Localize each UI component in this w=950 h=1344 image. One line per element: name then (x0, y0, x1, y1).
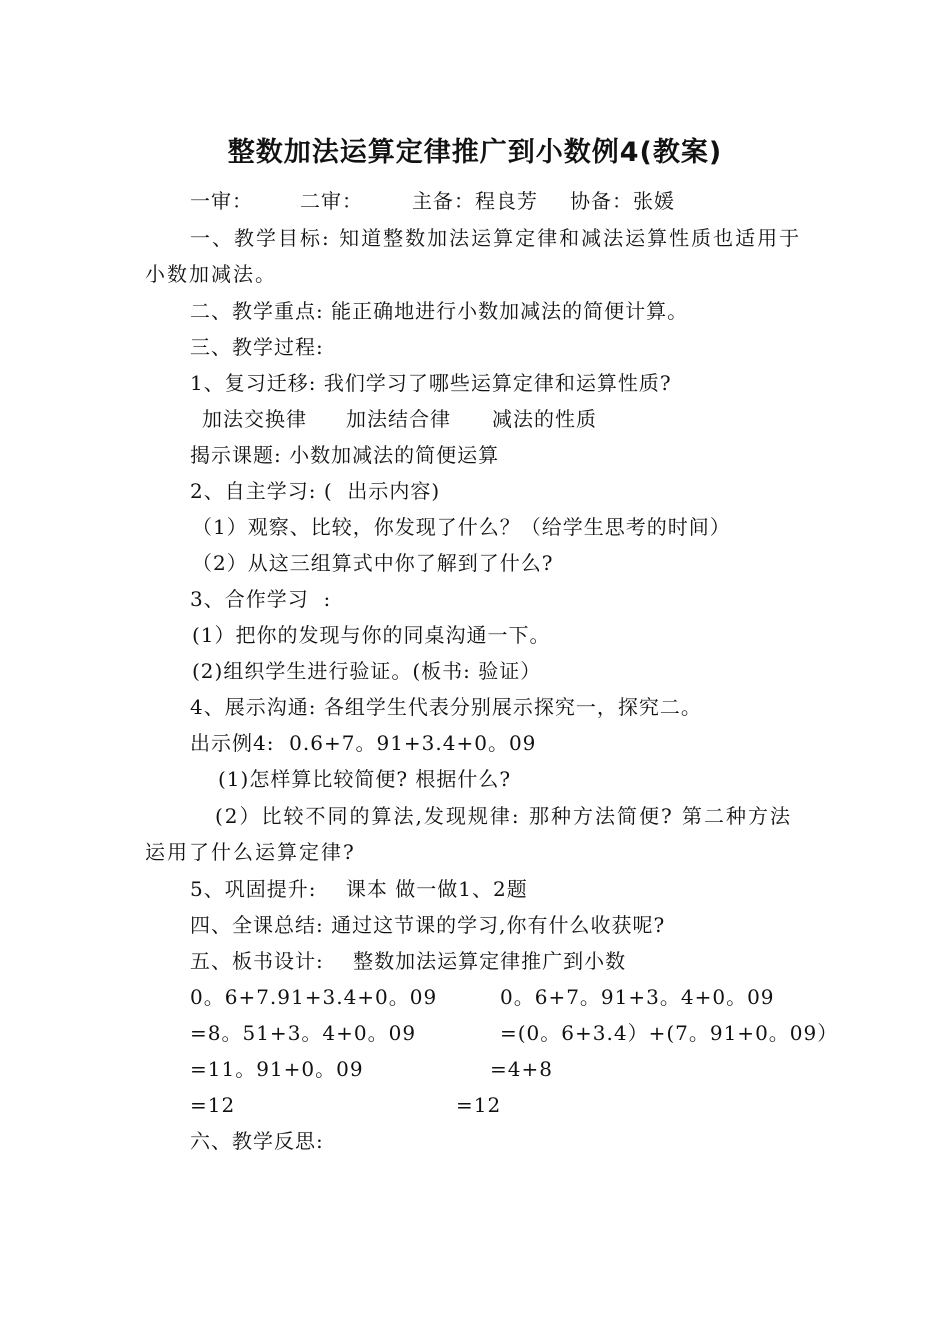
lesson-summary: 四、全课总结: 通过这节课的学习,你有什么收获呢? (190, 913, 666, 937)
document-title: 整数加法运算定律推广到小数例4(教案) (227, 137, 723, 168)
example-question-2: (2）比较不同的算法,发现规律: 那种方法简便? 第二种方法运用了什么运算定律? (145, 804, 793, 864)
calc-left-line: =8。51+3。4+0。09 (190, 1021, 417, 1045)
step-self-study: 2、自主学习: ( 出示内容) (190, 479, 441, 503)
board-design: 五、板书设计: 整数加法运算定律推广到小数 (190, 949, 627, 973)
calc-right-line: 0。6+7。91+3。4+0。09 (500, 985, 775, 1009)
lead-preparer: 主备：程良芳 (412, 189, 538, 213)
cooperate-2: (2)组织学生进行验证。(板书: 验证） (192, 659, 542, 683)
calc-right-line: =(0。6+3.4）+(7。91+0。09） (500, 1021, 839, 1045)
teaching-reflection: 六、教学反思: (190, 1129, 324, 1153)
reviewer-first: 一审： (190, 189, 253, 213)
teaching-process-heading: 三、教学过程: (190, 335, 324, 359)
reveal-topic: 揭示课题: 小数加减法的简便运算 (190, 443, 500, 467)
cooperate-1: (1）把你的发现与你的同桌沟通一下。 (192, 623, 551, 647)
reviewer-second: 二审： (300, 189, 363, 213)
law-commutative: 加法交换律 (202, 407, 307, 431)
teaching-goal: 一、教学目标: 知道整数加法运算定律和减法运算性质也适用于小数加减法。 (145, 226, 802, 286)
calc-left-line: =12 (190, 1093, 236, 1117)
step-cooperate: 3、合作学习 : (190, 587, 332, 611)
calc-left-line: 0。6+7.91+3.4+0。09 (190, 985, 438, 1009)
calc-left-line: =11。91+0。09 (190, 1057, 364, 1081)
question-2: （2）从这三组算式中你了解到了什么? (192, 551, 554, 575)
example-question-1: (1)怎样算比较简便? 根据什么? (218, 767, 512, 791)
step-review: 1、复习迁移: 我们学习了哪些运算定律和运算性质? (190, 371, 672, 395)
law-subtraction: 减法的性质 (492, 407, 597, 431)
assist-preparer: 协备：张媛 (570, 189, 675, 213)
teaching-focus: 二、教学重点: 能正确地进行小数加减法的简便计算。 (190, 299, 689, 323)
law-associative: 加法结合律 (346, 407, 451, 431)
step-present: 4、展示沟通: 各组学生代表分别展示探究一，探究二。 (190, 695, 702, 719)
example-4: 出示例4: 0.6+7。91+3.4+0。09 (190, 731, 537, 755)
question-1: （1）观察、比较，你发现了什么？（给学生思考的时间） (192, 515, 731, 539)
step-consolidate: 5、巩固提升: 课本 做一做1、2题 (190, 877, 528, 901)
calc-right-line: =4+8 (490, 1057, 553, 1081)
calc-right-line: =12 (456, 1093, 502, 1117)
